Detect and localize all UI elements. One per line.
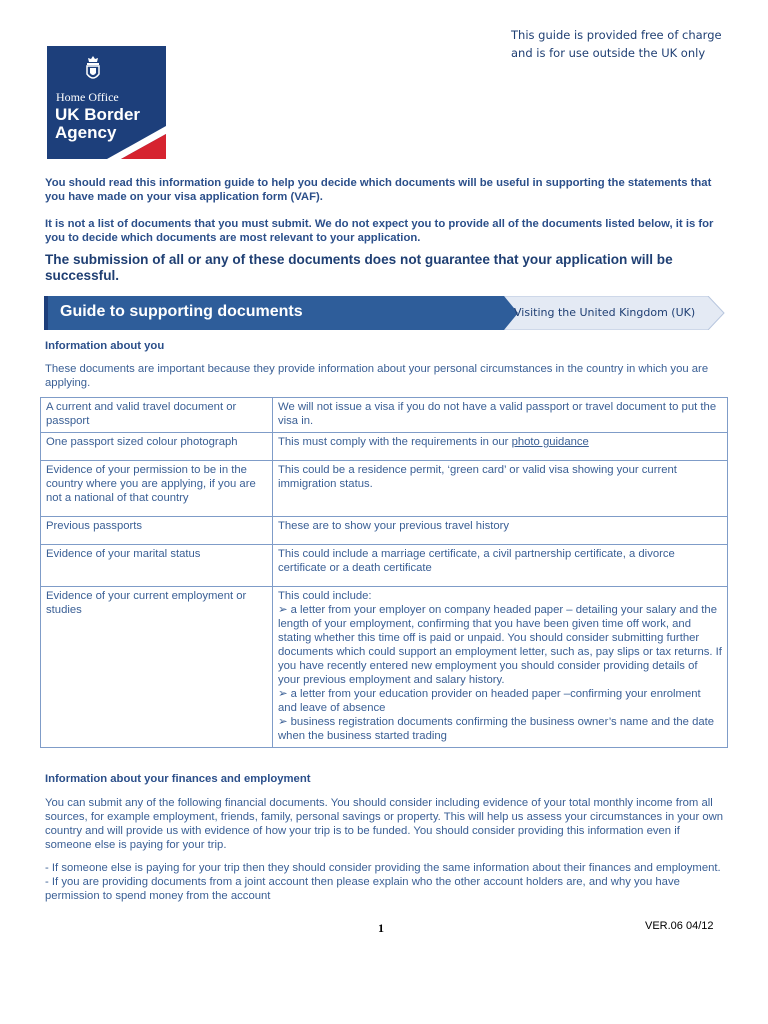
table-cell-document: Previous passports [41,517,273,545]
intro-text-1: You should read this information guide to help you decide which documents will be useful in supporting the statements that you have made on your visa application form (VAF). [45,177,712,203]
intro-text-2: It is not a list of documents that you must submit. We do not expect you to provide all of the documents listed below, it is for you to decide which documents are most relevant to your application. [45,218,714,244]
logo-line-uk-border: UK Border [55,105,141,124]
version-label: VER.06 04/12 [645,920,714,932]
documents-table [40,397,728,748]
logo-agency-name [55,106,165,142]
table-cell-document: Evidence of your current employment or studies [41,587,273,748]
table-row [41,587,728,748]
section-title-about-you: Information about you [45,340,165,352]
table-cell-note: We will not issue a visa if you do not have a valid passport or travel document to put the visa in. [273,398,728,433]
page-number: 1 [378,921,384,935]
banner-title: Guide to supporting documents [60,303,303,320]
banner-subtitle: Visiting the United Kingdom (UK) [514,306,696,319]
section-desc-about-you [45,362,725,390]
table-cell-document: One passport sized colour photograph [41,433,273,461]
logo-home-office: Home Office [56,90,119,104]
table-cell-note: This could include a marriage certificate, a civil partnership certificate, a divorce certificate or a death certificate [273,545,728,587]
photo-note-text: This must comply with the requirements in our [278,436,512,448]
finances-paragraph [45,796,725,852]
guide-banner [44,296,724,330]
table-row [41,433,728,461]
table-cell-note: These are to show your previous travel history [273,517,728,545]
table-cell-document: Evidence of your permission to be in the country where you are applying, if you are not a national of that country [41,461,273,517]
table-cell-document: Evidence of your marital status [41,545,273,587]
logo-line-agency: Agency [55,123,117,142]
finances-text-1: You can submit any of the following financial documents. You should consider including evidence of your total monthly income from all sources, for example employment, friends, family, personal savings or property. This will help us assess your circumstances in your own country and will provide us with evidence of how your trip is to be funded. You should consider providing this information even if someone else is paying for your trip. [45,797,724,851]
table-cell-note [273,587,728,748]
header-note [511,26,751,62]
uk-border-agency-logo [47,46,166,159]
royal-crest-icon [81,54,105,84]
table-row [41,517,728,545]
finances-text-2: - If someone else is paying for your trip then they should consider providing the same information about their finances and employment. [45,862,721,874]
banner-title-box [44,296,499,330]
finances-text-3: - If you are providing documents from a joint account then please explain who the other account holders are, and why you have permission to spend money from the account [45,876,680,902]
photo-guidance-link[interactable]: photo guidance [511,436,589,448]
guarantee-warning: The submission of all or any of these documents does not guarantee that your application will be successful. [45,252,673,283]
employment-bullet: ➢ a letter from your education provider on headed paper –confirming your enrolment and leave of absence [278,688,701,714]
section1-desc-text: These documents are important because they provide information about your personal circumstances in the country in which you are applying. [45,363,709,389]
section-title-finances: Information about your finances and employment [45,773,311,785]
employment-bullet: ➢ a letter from your employer on company headed paper – detailing your salary and the length of your employment, confirming that you have been given time off work, and stating whether this time off is paid or unpaid. You should consider submitting further documents which could support an employment letter, such as, pay slips or tax returns. If you have recently entered new employment you should consider providing details of your previous employment and salary history. [278,604,722,686]
table-cell-document: A current and valid travel document or passport [41,398,273,433]
table-cell-note: This could be a residence permit, ‘green card’ or valid visa showing your current immigration status. [273,461,728,517]
header-note-line1: This guide is provided free of charge [511,28,722,42]
finances-paragraph [45,861,725,903]
intro-paragraph-1 [45,176,725,204]
header-note-line2: and is for use outside the UK only [511,46,706,60]
table-row [41,398,728,433]
table-cell-note [273,433,728,461]
table-row [41,461,728,517]
employment-intro: This could include: [278,590,372,602]
table-row [41,545,728,587]
employment-bullet: ➢ business registration documents confirming the business owner’s name and the date when the business started trading [278,716,715,742]
intro-paragraph-2 [45,217,725,245]
